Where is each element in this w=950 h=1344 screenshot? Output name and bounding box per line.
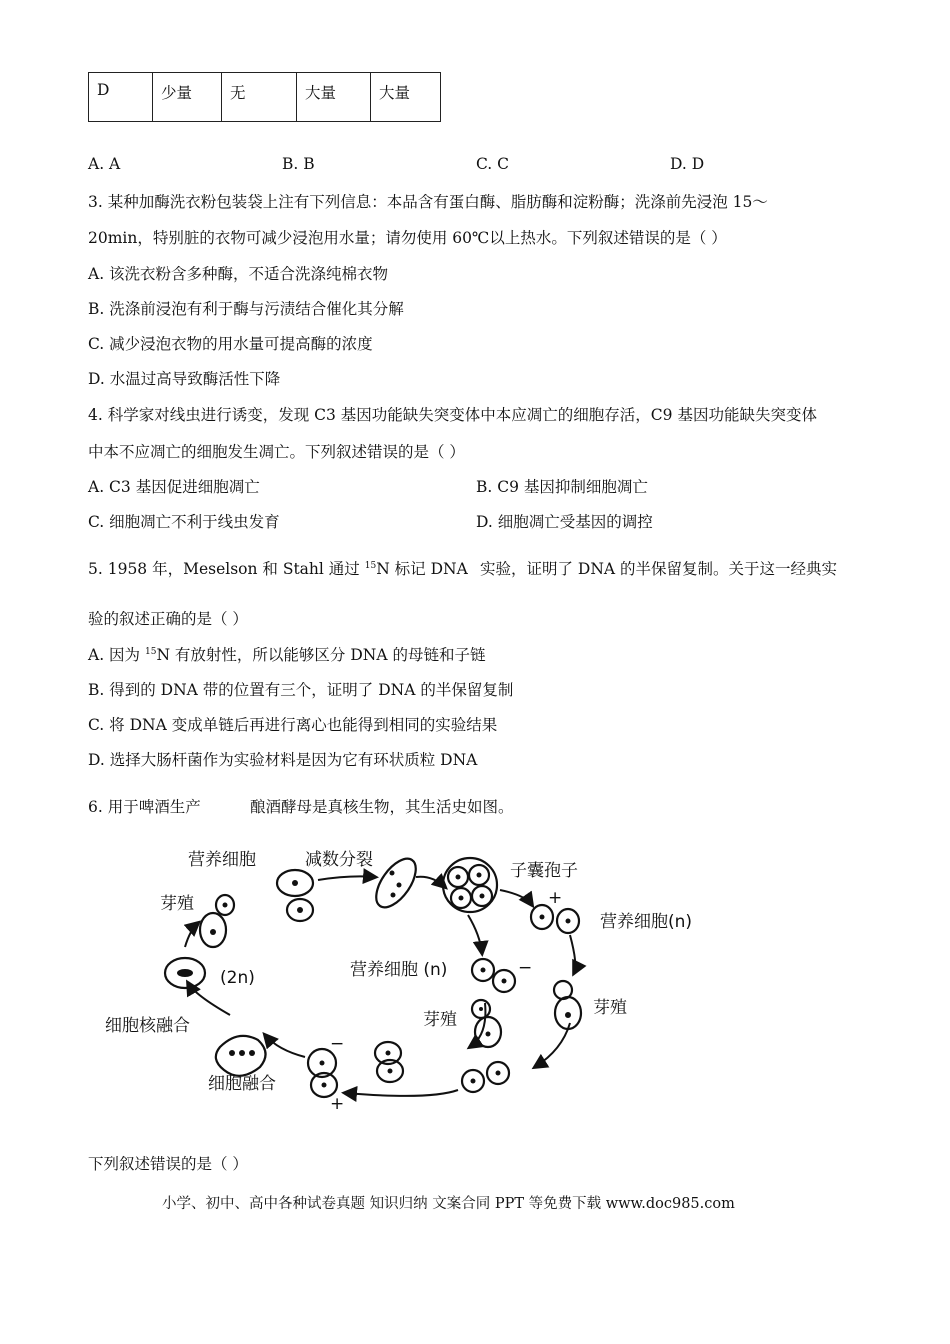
question-4-option-b: B. C9 基因抑制细胞凋亡 [476, 478, 648, 496]
question-4-option-c: C. 细胞凋亡不利于线虫发育 [88, 513, 280, 531]
label-ascospore: 子囊孢子 [510, 861, 578, 881]
table-cell: 少量 [153, 73, 222, 122]
arrow-to-ascus [416, 877, 445, 887]
option-d: D. D [670, 155, 705, 173]
label-budding-center: 芽殖 [423, 1010, 457, 1030]
table-cell: 大量 [297, 73, 371, 122]
label-plus: + [330, 1094, 345, 1114]
q5-stem-part: 实验，证明了 DNA 的半保留复制。关于这一经典实 [480, 560, 838, 578]
label-vegetative-cell: 营养细胞 [188, 850, 256, 870]
label-meiosis: 减数分裂 [305, 850, 373, 870]
question-6-prompt: 下列叙述错误的是（ ） [88, 1155, 248, 1173]
question-3-option-a: A. 该洗衣粉含多种酶，不适合洗涤纯棉衣物 [88, 265, 389, 283]
arrow-center-down [468, 915, 482, 953]
label-budding-left: 芽殖 [160, 894, 194, 914]
answer-table [88, 72, 441, 122]
arrow-bottom [345, 1090, 458, 1096]
label-cell-fusion: 细胞融合 [208, 1074, 276, 1094]
table-cell: 无 [222, 73, 297, 122]
question-5-stem-cont: 验的叙述正确的是（ ） [88, 610, 248, 628]
arrow-to-fusion [265, 1035, 305, 1057]
option-a: A. A [88, 155, 121, 173]
question-5-option-c: C. 将 DNA 变成单链后再进行离心也能得到相同的实验结果 [88, 716, 498, 734]
question-3-stem: 3. 某种加酶洗衣粉包装袋上注有下列信息：本品含有蛋白酶、脂肪酶和淀粉酶；洗涤前先浸泡 15～ [88, 193, 768, 211]
question-4-stem-cont: 中本不应凋亡的细胞发生凋亡。下列叙述错误的是（ ） [88, 443, 465, 461]
question-6-stem: 6. 用于啤酒生产 [88, 798, 201, 816]
question-5-option-b: B. 得到的 DNA 带的位置有三个，证明了 DNA 的半保留复制 [88, 681, 514, 699]
arrow-left-top [185, 923, 198, 947]
q5-stem-part: 5. 1958 年，Meselson 和 Stahl 通过 [88, 560, 365, 578]
q5-superscript: 15 [364, 560, 377, 571]
table-row [89, 73, 441, 122]
question-3-option-b: B. 洗涤前浸泡有利于酶与污渍结合催化其分解 [88, 300, 404, 318]
label-minus: − [330, 1034, 345, 1054]
question-3-stem-cont: 20min，特别脏的衣物可减少浸泡用水量；请勿使用 60℃以上热水。下列叙述错误的是（ ） [88, 229, 727, 247]
arrow-right-down [570, 935, 575, 973]
label-nuclear-fusion: 细胞核融合 [105, 1016, 190, 1036]
q5a-part: A. 因为 [88, 646, 145, 664]
label-vegetative-n-right: 营养细胞(n) [600, 912, 693, 932]
question-5-option-a [88, 643, 485, 665]
arrow-meiosis [318, 876, 375, 880]
option-c: C. C [476, 155, 510, 173]
question-4-option-a: A. C3 基因促进细胞凋亡 [88, 478, 260, 496]
arrow-to-spores [500, 890, 532, 905]
question-6-stem-part: 酿酒酵母是真核生物，其生活史如图。 [250, 798, 514, 816]
page-footer: 小学、初中、高中各种试卷真题 知识归纳 文案合同 PPT 等免费下载 www.doc985.com [162, 1196, 735, 1212]
label-diploid: (2n) [220, 968, 255, 988]
option-b: B. B [282, 155, 315, 173]
label-vegetative-n-center: 营养细胞 (n) [350, 960, 448, 980]
q5a-superscript: 15 [144, 646, 157, 657]
question-4-option-d: D. 细胞凋亡受基因的调控 [476, 513, 653, 531]
table-cell: D [89, 73, 153, 122]
label-budding-right: 芽殖 [593, 998, 627, 1018]
table-cell: 大量 [371, 73, 441, 122]
label-plus: + [548, 888, 563, 908]
question-5-option-d: D. 选择大肠杆菌作为实验材料是因为它有环状质粒 DNA [88, 751, 478, 769]
q5-stem-part: N 标记 DNA [376, 560, 468, 578]
label-minus: − [518, 958, 533, 978]
question-5-stem [88, 557, 468, 579]
yeast-life-cycle-diagram [100, 835, 720, 1120]
question-4-stem: 4. 科学家对线虫进行诱变，发现 C3 基因功能缺失突变体中本应凋亡的细胞存活，C9 基因功能缺失突变体 [88, 406, 817, 424]
q5a-part: N 有放射性，所以能够区分 DNA 的母链和子链 [156, 646, 486, 664]
question-3-option-d: D. 水温过高导致酶活性下降 [88, 370, 281, 388]
question-3-option-c: C. 减少浸泡衣物的用水量可提高酶的浓度 [88, 335, 373, 353]
